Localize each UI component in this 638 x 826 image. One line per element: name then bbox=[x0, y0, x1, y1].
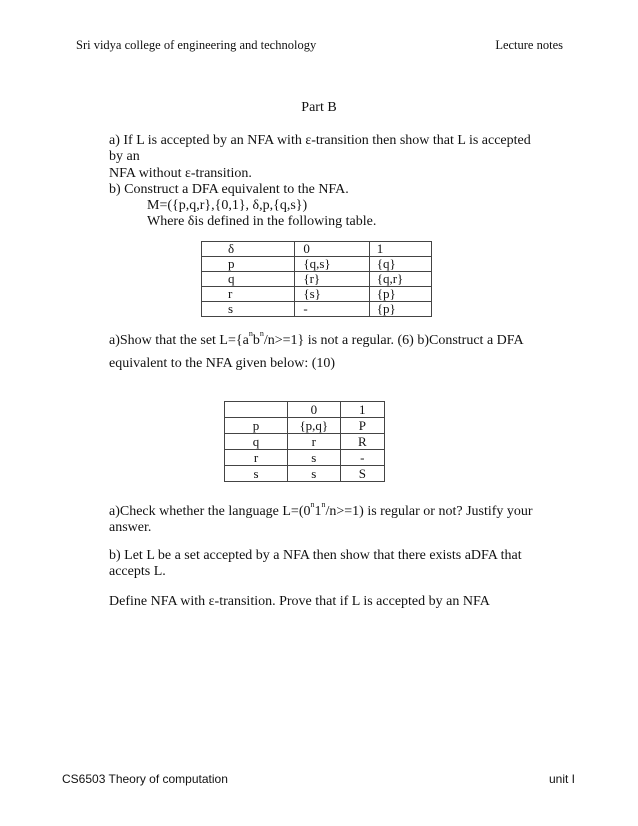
table-header-row bbox=[225, 402, 385, 418]
table-cell: S bbox=[340, 466, 384, 482]
superscript: n bbox=[321, 500, 326, 509]
table-cell: r bbox=[225, 450, 288, 466]
question-2 bbox=[109, 329, 543, 375]
footer-course-code: CS6503 Theory of computation bbox=[62, 772, 228, 786]
text-fragment: /n>=1) is regular or not? Justify your bbox=[325, 504, 533, 519]
table-cell: {s} bbox=[295, 287, 369, 302]
text-fragment: a)Show that the set L={a bbox=[109, 333, 249, 348]
table-cell: {q,s} bbox=[295, 257, 369, 272]
table-row bbox=[202, 287, 432, 302]
footer-unit: unit I bbox=[548, 772, 575, 786]
table-cell: s bbox=[225, 466, 288, 482]
question-line: b) Construct a DFA equivalent to the NFA. bbox=[109, 181, 349, 197]
table-cell: δ bbox=[202, 242, 295, 257]
table-caption: Where δis defined in the following table. bbox=[147, 214, 377, 230]
table-cell: R bbox=[340, 434, 384, 450]
question-line: equivalent to the NFA given below: (10) bbox=[109, 356, 336, 371]
question-line: a) If L is accepted by an NFA with ε-transition then show that L is accepted bbox=[109, 133, 531, 148]
table-cell: {q} bbox=[369, 257, 431, 272]
superscript: n bbox=[310, 500, 315, 509]
table-cell: q bbox=[225, 434, 288, 450]
table-row bbox=[202, 257, 432, 272]
text-fragment: a)Check whether the language L=(0 bbox=[109, 504, 311, 519]
transition-table-1 bbox=[201, 241, 432, 317]
table-cell: 0 bbox=[288, 402, 341, 418]
question-line bbox=[109, 500, 533, 520]
header-college-name: Sri vidya college of engineering and technology bbox=[76, 38, 317, 52]
table-cell: - bbox=[295, 302, 369, 317]
question-line: answer. bbox=[109, 520, 152, 536]
table-cell: 0 bbox=[295, 242, 369, 257]
table-cell: r bbox=[288, 434, 341, 450]
table-header-row bbox=[202, 242, 432, 257]
table-cell: P bbox=[340, 418, 384, 434]
table-row bbox=[202, 272, 432, 287]
table-cell: s bbox=[202, 302, 295, 317]
question-line: b) Let L be a set accepted by a NFA then show that there exists aDFA that bbox=[109, 548, 522, 563]
question-line: accepts L. bbox=[109, 564, 166, 580]
table-cell: q bbox=[202, 272, 295, 287]
transition-table-2 bbox=[224, 401, 385, 482]
header-doc-type: Lecture notes bbox=[495, 38, 563, 52]
table-cell: {p,q} bbox=[288, 418, 341, 434]
question-4 bbox=[109, 548, 522, 581]
table-cell: - bbox=[340, 450, 384, 466]
question-line: Define NFA with ε-transition. Prove that if L is accepted by an NFA bbox=[109, 594, 490, 609]
table-row bbox=[225, 418, 385, 434]
question-text bbox=[109, 329, 524, 352]
superscript: n bbox=[259, 329, 264, 338]
question-line bbox=[109, 329, 543, 352]
table-cell: s bbox=[288, 466, 341, 482]
table-cell: r bbox=[202, 287, 295, 302]
table-cell: p bbox=[202, 257, 295, 272]
question-line: NFA without ε-transition. bbox=[109, 165, 252, 181]
question-1 bbox=[109, 133, 531, 231]
table-cell: {q,r} bbox=[369, 272, 431, 287]
text-fragment: b bbox=[252, 333, 260, 348]
table-cell: {p} bbox=[369, 287, 431, 302]
question-line: by an bbox=[109, 149, 140, 165]
superscript: n bbox=[248, 329, 253, 338]
question-5 bbox=[109, 594, 490, 610]
table-row bbox=[225, 434, 385, 450]
table-row bbox=[225, 450, 385, 466]
table-cell: {r} bbox=[295, 272, 369, 287]
section-title: Part B bbox=[301, 100, 337, 115]
table-row bbox=[202, 302, 432, 317]
table-cell: s bbox=[288, 450, 341, 466]
text-fragment: /n>=1} is not a regular. (6) b)Construct a DFA bbox=[263, 333, 524, 348]
table-cell bbox=[225, 402, 288, 418]
table-cell: p bbox=[225, 418, 288, 434]
table-cell: {p} bbox=[369, 302, 431, 317]
table-cell: 1 bbox=[340, 402, 384, 418]
nfa-definition: M=({p,q,r},{0,1}, δ,p,{q,s}) bbox=[147, 198, 308, 214]
text-fragment: 1 bbox=[314, 504, 322, 519]
question-3 bbox=[109, 500, 533, 537]
table-row bbox=[225, 466, 385, 482]
table-cell: 1 bbox=[369, 242, 431, 257]
